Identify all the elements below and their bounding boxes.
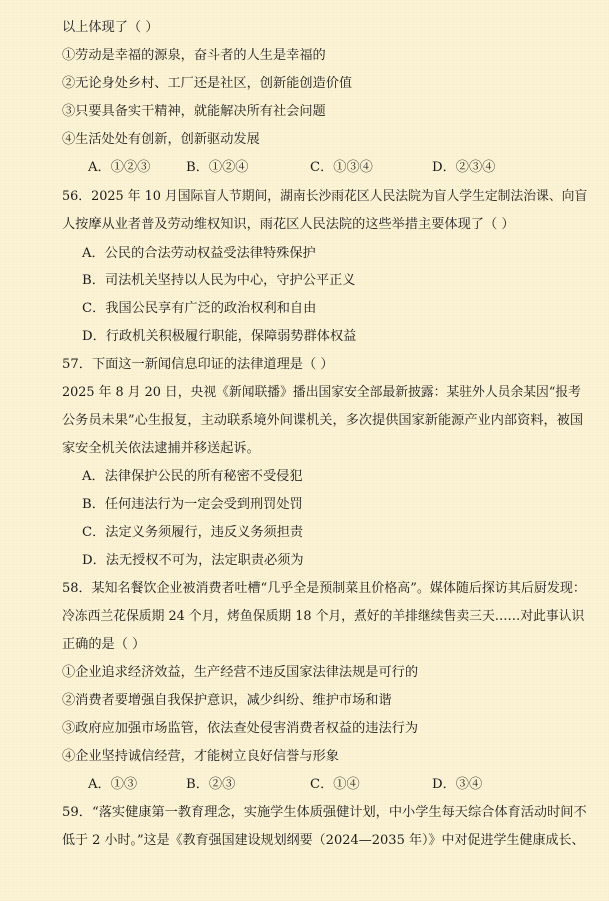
q58-option-d: D．③④ [432,777,483,792]
q57-option-d: D．法无授权不可为，法定职责必须为 [82,553,304,568]
q57-material-line-2: 公务员未果”心生报复，主动联系境外间谍机关，多次提供国家新能源产业内部资料，被国 [62,413,584,428]
q55-option-d: D．②③④ [432,160,496,175]
q59-stem-line-2: 低于 2 小时。”这是《教育强国建设规划纲要（2024—2035 年）》中对促进学生健康成长、 [62,833,585,848]
q55-option-c: C．①③④ [310,160,373,175]
q56-option-d: D．行政机关积极履行职能，保障弱势群体权益 [82,329,357,344]
q56-stem-line-2: 人按摩从业者普及劳动维权知识，雨花区人民法院的这些举措主要体现了（ ） [62,217,515,232]
q55-item-2: ②无论身处乡村、工厂还是社区，创新能创造价值 [62,76,353,91]
q55-item-1: ①劳动是幸福的源泉，奋斗者的人生是幸福的 [62,48,326,63]
q57-option-b: B．任何违法行为一定会受到刑罚处罚 [82,497,303,512]
q58-option-a: A．①③ [88,777,138,792]
q57-material-line-3: 家安全机关依法逮捕并移送起诉。 [62,441,260,456]
q56-option-c: C．我国公民享有广泛的政治权利和自由 [82,301,317,316]
q56-stem-line-1: 56．2025 年 10 月国际盲人节期间，湖南长沙雨花区人民法院为盲人学生定制法治课、向盲 [62,189,588,204]
q56-option-a: A．公民的合法劳动权益受法律特殊保护 [82,246,316,261]
q58-option-c: C．①④ [310,777,360,792]
q58-stem-line-3: 正确的是（ ） [62,637,146,652]
q55-item-4: ④生活处处有创新，创新驱动发展 [62,132,260,147]
q58-option-b: B．②③ [186,777,236,792]
q55-stem-end: 以上体现了（ ） [62,20,159,35]
q57-material-line-1: 2025 年 8 月 20 日，央视《新闻联播》播出国家安全部最新披露：某驻外人员余某因“报考 [62,385,581,400]
q55-option-b: B．①②④ [186,160,249,175]
q58-item-1: ①企业追求经济效益，生产经营不违反国家法律法规是可行的 [62,665,419,680]
q59-stem-line-1: 59．“落实健康第一教育理念，实施学生体质强健计划，中小学生每天综合体育活动时间不 [62,805,587,820]
q57-stem: 57．下面这一新闻信息印证的法律道理是（ ） [62,357,334,372]
q58-stem-line-2: 冷冻西兰花保质期 24 个月，烤鱼保质期 18 个月，煮好的羊排继续售卖三天……对此事认识 [62,609,585,624]
q58-stem-line-1: 58．某知名餐饮企业被消费者吐槽“几乎全是预制菜且价格高”。媒体随后探访其后厨发现： [62,581,586,596]
q55-item-3: ③只要具备实干精神，就能解决所有社会问题 [62,104,326,119]
q57-option-a: A．法律保护公民的所有秘密不受侵犯 [82,469,303,484]
q57-option-c: C．法定义务须履行，违反义务须担责 [82,525,304,540]
q58-item-2: ②消费者要增强自我保护意识，减少纠纷、维护市场和谐 [62,693,392,708]
q58-item-4: ④企业坚持诚信经营，才能树立良好信誉与形象 [62,749,339,764]
q58-item-3: ③政府应加强市场监管，依法查处侵害消费者权益的违法行为 [62,721,419,736]
q55-option-a: A．①②③ [88,160,151,175]
q56-option-b: B．司法机关坚持以人民为中心，守护公平正义 [82,273,356,288]
